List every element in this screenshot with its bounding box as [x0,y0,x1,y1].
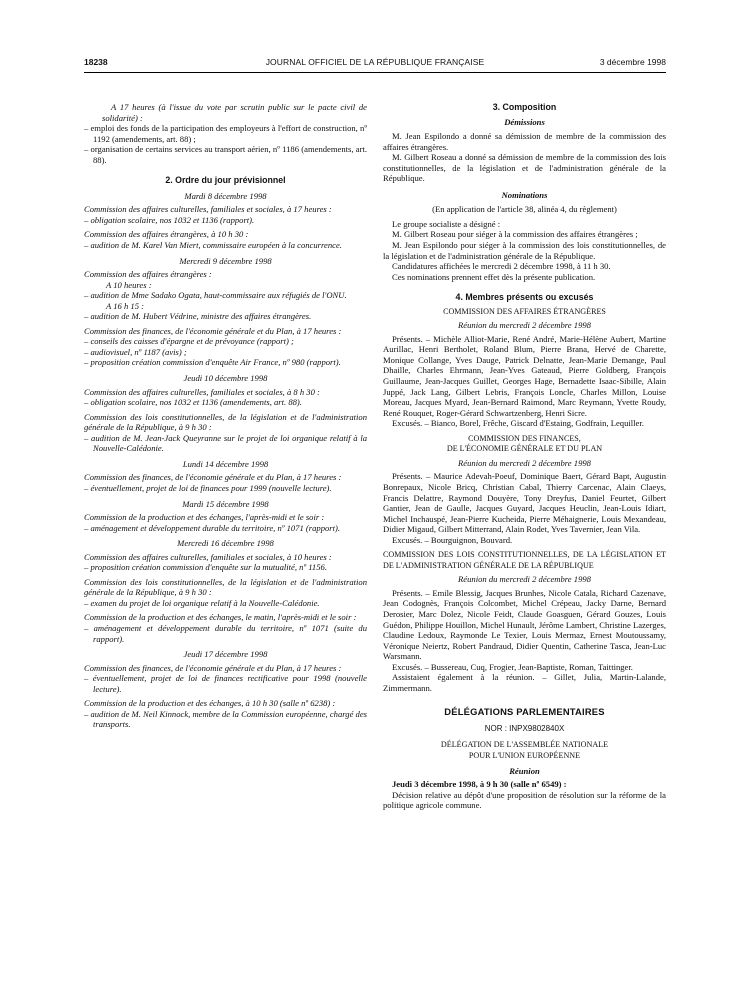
day-heading: Mardi 15 décembre 1998 [182,498,269,509]
present-list: Présents. – Michèle Alliot-Marie, René André, Marie-Hélène Aubert, Martine Aurillac, Henri Bertholet, Roland Blum, Pierre Brana, Hervé de Charette, Monique Collange, Yves Dauge, Patrick Delnatte, Jean-Marie Demange, Paul Dhaille, Charles Ehrmann, Jean-Yves Gateaud, Pierre Goldberg, François Guillaume, Jean-Jacques Guillet, Georges Hage, Bernadette Isaac-Sibille, Alain Juppé, Jack Lang, Gilbert Lebris, François Loncle, Charles Millon, Louise Moreau, Jacques Myard, Jean-Bernard Raimond, Marc Reymann, Yvette Roudy, René Rouquet, Roger-Gérard Schwartzenberg, Henri Sicre. [383,333,666,418]
present-list: Présents. – Emile Blessig, Jacques Brunhes, Nicole Catala, Richard Cazenave, Jean Codognès, François Colcombet, Michel Crépeau, Jacky Darne, Bernard Derosier, Marc Dolez, Nicole Feidt, Claude Goasguen, Gérard Gouzes, Louis Guédon, Philippe Houillon, Michel Hunault, Jérôme Lambert, Christine Lazerges, Claudine Ledoux, Raymonde Le Texier, Louis Mermaz, Ernest Moutoussamy, Véronique Neiertz, Robert Pandraud, Didier Quentin, Catherine Tasca, Jean-Luc Warsmann. [383,587,666,662]
committee-line: Commission des finances, de l'économie générale et du Plan, à 17 heures : [84,472,342,483]
committee-line: Commission des lois constitutionnelles, de la législation et de l'administration générale de la République, à 9 h 30 : [84,576,367,598]
day-heading: Mercredi 16 décembre 1998 [177,538,274,549]
agenda-item: – proposition création commission d'enquête Air France, nº 980 (rapport). [84,357,341,368]
paragraph: Le groupe socialiste a désigné : [392,218,501,229]
agenda-item: – audition de M. Jean-Jack Queyranne sur le projet de loi organique relatif à la Nouvelle-Calédonie. [84,432,367,454]
page-number: 18238 [84,57,108,67]
paragraph: (En application de l'article 38, alinéa 4, du règlement) [432,204,617,215]
excused-list: Excusés. – Bussereau, Cuq, Frogier, Jean-Baptiste, Roman, Taittinger. [392,661,633,672]
section-title-ordre-du-jour: 2. Ordre du jour prévisionnel [165,175,286,186]
paragraph: M. Gilbert Roseau pour siéger à la commission des affaires étrangères ; [392,229,638,240]
agenda-item: – aménagement et développement durable du territoire, nº 1071 (suite du rapport). [84,622,367,644]
committee-line: Commission des affaires culturelles, familiales et sociales, à 8 h 30 : [84,386,320,397]
section-title-delegations: DÉLÉGATIONS PARLEMENTAIRES [444,706,605,718]
committee-line: Commission des affaires culturelles, familiales et sociales, à 17 heures : [84,204,332,215]
agenda-item: – audition de M. Hubert Védrine, ministre des affaires étrangères. [84,311,312,322]
agenda-item: – organisation de certains services au transport aérien, nº 1186 (amendements, art. 88). [84,144,367,165]
subheading-demissions: Démissions [504,116,545,127]
agenda-item: – aménagement et développement durable du territoire, nº 1071 (rapport). [84,522,341,533]
committee-name: DE L'ÉCONOMIE GÉNÉRALE ET DU PLAN [446,444,603,454]
present-list: Présents. – Maurice Adevah-Poeuf, Dominique Baert, Gérard Bapt, Augustin Bonrepaux, Nicole Bricq, Christian Cabal, Thierry Carcenac, Alain Claeys, Francis Delattre, Raymond Douyère, Tony Dreyfus, Daniel Feurtet, Gilbert Gantier, Jean de Gaulle, Jacques Guyard, Jacques Heuclin, Jean-Louis Idiart, Michel Inchauspé, Jean-Pierre Kucheida, Pierre Méhaignerie, Louis Mexandeau, Didier Migaud, Gilbert Mitterrand, Alain Rodet, Yves Tavernier, Jean Vila. [383,471,666,535]
paragraph: Ces nominations prennent effet dès la présente publication. [392,271,596,282]
agenda-item: – éventuellement, projet de loi de finances pour 1999 (nouvelle lecture). [84,482,332,493]
meeting-date: Réunion du mercredi 2 décembre 1998 [458,574,591,585]
section-title-composition: 3. Composition [492,102,557,112]
agenda-item: – audition de Mme Sadako Ogata, haut-commissaire aux réfugiés de l'ONU. [84,290,347,301]
delegation-name: POUR L'UNION EUROPÉENNE [468,750,581,760]
agenda-item: – emploi des fonds de la participation des employeurs à l'effort de construction, nº 1192 (amendements, art. 88) ; [84,123,367,144]
agenda-item: – examen du projet de loi organique relatif à la Nouvelle-Calédonie. [84,597,320,608]
left-column [84,102,367,730]
header-rule [84,72,666,73]
nor-reference: NOR : INPX9802840X [484,723,565,733]
paragraph: Décision relative au dépôt d'une proposition de résolution sur la réforme de la politique agricole commune. [383,789,666,811]
committee-name: COMMISSION DES LOIS CONSTITUTIONNELLES, DE LA LÉGISLATION ET DE L'ADMINISTRATION GÉNÉRALE DE LA RÉPUBLIQUE [383,550,666,570]
subheading-nominations: Nominations [501,189,548,200]
committee-line: Commission de la production et des échanges, le matin, l'après-midi et le soir : [84,612,357,623]
meeting-date: Réunion du mercredi 2 décembre 1998 [458,320,591,331]
time-line: A 16 h 15 : [106,300,145,311]
committee-line: Commission de la production et des échanges, l'après-midi et le soir : [84,512,325,523]
committee-line: Commission des finances, de l'économie générale et du Plan, à 17 heures : [84,662,342,673]
excused-list: Excusés. – Bourguignon, Bouvard. [392,534,513,545]
paragraph: M. Jean Espilondo pour siéger à la commission des lois constitutionnelles, de la législation et de l'administration générale de la République. [383,240,666,261]
agenda-item: – obligation scolaire, nos 1032 et 1136 (rapport). [84,214,255,225]
meeting-date: Réunion du mercredi 2 décembre 1998 [458,457,591,468]
agenda-item: – audition de M. Karel Van Miert, commissaire européen à la concurrence. [84,240,342,251]
delegation-name: DÉLÉGATION DE L'ASSEMBLÉE NATIONALE [440,740,609,750]
committee-line: Commission des finances, de l'économie générale et du Plan, à 17 heures : [84,325,342,336]
committee-line: Commission des lois constitutionnelles, de la législation et de l'administration générale de la République, à 9 h 30 : [84,411,367,433]
paragraph: M. Gilbert Roseau a donné sa démission de membre de la commission des lois constitutionnelles, de la législation et de l'administration générale de la République. [383,152,666,184]
section-title-membres: 4. Membres présents ou excusés [455,292,594,303]
day-heading: Jeudi 17 décembre 1998 [183,649,268,660]
agenda-item: – audition de M. Neil Kinnock, membre de la Commission européenne, chargé des transports. [84,708,367,730]
paragraph: M. Jean Espilondo a donné sa démission de membre de la commission des affaires étrangères. [383,131,666,152]
meeting-date: Jeudi 3 décembre 1998, à 9 h 30 (salle nº 6549) : [392,779,567,790]
committee-line: Commission des affaires culturelles, familiales et sociales, à 10 heures : [84,551,332,562]
agenda-item: – éventuellement, projet de loi de finances rectificative pour 1998 (nouvelle lecture). [84,673,367,694]
committee-line: Commission des affaires étrangères, à 10 h 30 : [84,229,249,240]
agenda-item: – audiovisuel, nº 1187 (avis) ; [84,346,187,357]
agenda-item: – conseils des caisses d'épargne et de prévoyance (rapport) ; [84,336,294,347]
right-column [383,102,666,811]
page-header [84,57,666,71]
time-line: A 10 heures : [106,279,152,290]
day-heading: Lundi 14 décembre 1998 [182,458,269,469]
intro-line: A 17 heures (à l'issue du vote par scrutin public sur le pacte civil de solidarité) : [102,102,367,123]
committee-name: COMMISSION DES AFFAIRES ÉTRANGÈRES [443,306,606,316]
day-heading: Mercredi 9 décembre 1998 [179,255,272,266]
committee-line: Commission des affaires étrangères : [84,269,212,280]
journal-title: JOURNAL OFFICIEL DE LA RÉPUBLIQUE FRANÇAISE [265,57,485,67]
committee-line: Commission de la production et des échanges, à 10 h 30 (salle nº 6238) : [84,698,336,709]
agenda-item: – obligation scolaire, nos 1032 et 1136 (amendements, art. 88). [84,397,302,408]
agenda-item: – proposition création commission d'enquête sur la mutualité, nº 1156. [84,562,327,573]
day-heading: Mardi 8 décembre 1998 [184,190,267,201]
excused-list: Excusés. – Bianco, Borel, Frêche, Giscard d'Estaing, Godfrain, Lequiller. [392,418,644,429]
issue-date: 3 décembre 1998 [599,57,666,67]
subheading-reunion: Réunion [509,765,540,776]
paragraph: Candidatures affichées le mercredi 2 décembre 1998, à 11 h 30. [392,261,611,272]
committee-name: COMMISSION DES FINANCES, [468,433,581,443]
attendees-list: Assistaient également à la réunion. – Gillet, Julia, Martin-Lalande, Zimmermann. [383,672,666,693]
day-heading: Jeudi 10 décembre 1998 [183,373,268,384]
